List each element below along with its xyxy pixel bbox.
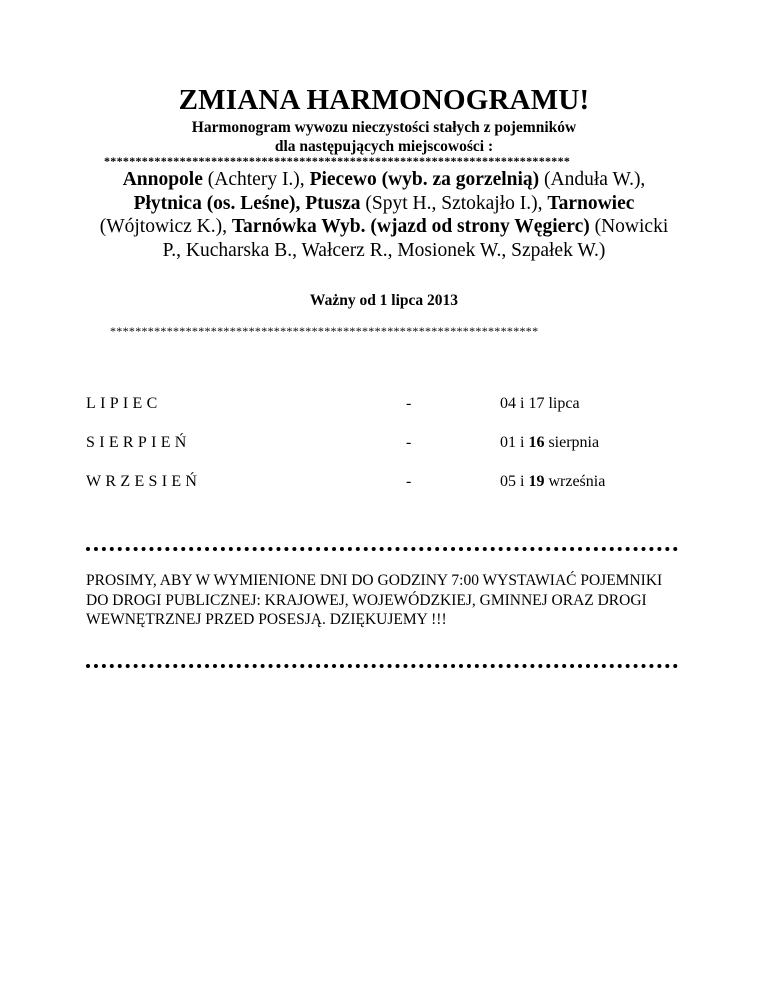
schedule-dash: - — [406, 473, 412, 490]
schedule-month: SIERPIEŃ — [86, 434, 191, 451]
locality-name: Płytnica (os. Leśne), Ptusza — [133, 192, 361, 214]
subtitle-line-1: Harmonogram wywozu nieczystości stałych z pojemników — [191, 119, 577, 136]
schedule-conjunction: i — [516, 434, 529, 451]
valid-from: Ważny od 1 lipca 2013 — [309, 292, 459, 309]
localities-paragraph — [90, 168, 678, 262]
schedule-row — [86, 395, 646, 434]
subtitle-line-2: dla następujących miejscowości : — [274, 138, 494, 155]
locality-contacts: (Nowicki P., Kucharska B., Wałcerz R., Mosionek W., Szpałek W.) — [162, 216, 669, 261]
locality-contacts: (Spyt H., Sztokajło I.), — [360, 192, 548, 214]
star-separator-bottom: ******************************************************************** — [110, 324, 539, 338]
schedule-date-second: 19 — [528, 473, 545, 490]
schedule-date-second: 17 — [528, 395, 545, 412]
schedule-month-name: lipca — [544, 395, 580, 412]
locality-contacts: (Achtery I.), — [202, 169, 310, 190]
schedule-date-first: 04 — [500, 395, 516, 412]
locality-name: Tarnówka Wyb. (wjazd od strony Węgierc) — [231, 216, 590, 237]
schedule-dash: - — [406, 395, 412, 412]
schedule-dates — [500, 395, 580, 413]
schedule-month: WRZESIEŃ — [86, 473, 202, 490]
dotted-divider-bottom — [86, 664, 678, 668]
schedule-date-first: 01 — [500, 434, 516, 451]
locality-name: Annopole — [122, 169, 203, 190]
schedule-date-first: 05 — [500, 473, 516, 490]
schedule-dates — [500, 473, 605, 491]
schedule-dash: - — [406, 434, 412, 451]
schedule-conjunction: i — [516, 395, 529, 412]
schedule-conjunction: i — [516, 473, 529, 490]
notice-text: PROSIMY, ABY W WYMIENIONE DNI DO GODZINY 7:00 WYSTAWIAĆ POJEMNIKI DO DROGI PUBLICZNEJ: KRAJOWEJ, WOJEWÓDZKIEJ, GMINNEJ ORAZ DROGI WEWNĘTRZNEJ PRZED POSESJĄ. DZIĘKUJEMY !!! — [86, 572, 663, 628]
schedule-month-name: września — [544, 473, 606, 490]
schedule-dates — [500, 434, 599, 452]
schedule-date-second: 16 — [528, 434, 545, 451]
schedule-month: LIPIEC — [86, 395, 162, 412]
locality-name: Piecewo (wyb. za gorzelnią) — [309, 169, 540, 190]
locality-name: Tarnowiec — [547, 192, 635, 214]
star-separator-top: ************************************************************************** — [104, 154, 571, 168]
locality-contacts: (Wójtowicz K.), — [99, 216, 232, 237]
dotted-divider-top — [86, 547, 678, 551]
document-subtitle — [0, 118, 768, 156]
schedule-row — [86, 473, 646, 512]
schedule-month-name: sierpnia — [544, 434, 600, 451]
schedule-row — [86, 434, 646, 473]
locality-contacts: (Anduła W.), — [539, 169, 646, 190]
document-title: ZMIANA HARMONOGRAMU! — [178, 84, 590, 116]
schedule-table — [86, 395, 646, 512]
